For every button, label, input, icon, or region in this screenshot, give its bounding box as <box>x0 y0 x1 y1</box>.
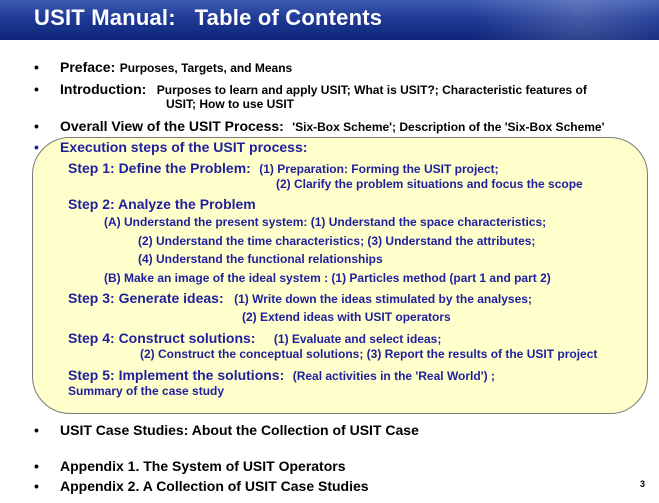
bullet-execution: • <box>34 139 39 155</box>
title-bar-decoration <box>399 0 659 40</box>
step3-line1: (1) Write down the ideas stimulated by the analyses; <box>234 292 532 306</box>
step3-label: Step 3: Generate ideas: <box>68 290 224 306</box>
step2-a3: (4) Understand the functional relationships <box>138 252 383 266</box>
bullet-appendix2: • <box>34 478 39 494</box>
step2-a1: (A) Understand the present system: (1) Understand the space characteristics; <box>104 215 547 229</box>
overall-label: Overall View of the USIT Process: <box>60 118 284 134</box>
page-title: USIT Manual: Table of Contents <box>34 5 383 30</box>
step5-line1: (Real activities in the 'Real World') ; <box>292 369 495 383</box>
item-introduction <box>60 81 587 99</box>
step4-line2: (2) Construct the conceptual solutions; (3) Report the results of the USIT project <box>140 347 598 361</box>
introduction-label: Introduction: <box>60 81 147 97</box>
step2-a2: (2) Understand the time characteristics; (3) Understand the attributes; <box>138 234 536 248</box>
preface-label: Preface: <box>60 59 116 75</box>
step3 <box>68 290 532 308</box>
overall-text: 'Six-Box Scheme'; Description of the 'Six-Box Scheme' <box>292 120 605 134</box>
bullet-introduction: • <box>34 81 39 97</box>
title-bar <box>0 0 659 40</box>
item-appendix2: Appendix 2. A Collection of USIT Case Studies <box>60 478 369 494</box>
introduction-text-1: Purposes to learn and apply USIT; What is USIT?; Characteristic features of <box>156 83 587 97</box>
step1-line2: (2) Clarify the problem situations and focus the scope <box>276 177 583 191</box>
introduction-text-2: USIT; How to use USIT <box>166 97 295 111</box>
step1 <box>68 160 499 178</box>
step2-label: Step 2: Analyze the Problem <box>68 196 256 212</box>
page-number: 3 <box>639 479 645 489</box>
step2-b1: (B) Make an image of the ideal system : (1) Particles method (part 1 and part 2) <box>104 271 551 285</box>
bullet-overall: • <box>34 118 39 134</box>
step5 <box>68 367 495 385</box>
bullet-case-studies: • <box>34 422 39 438</box>
bullet-preface: • <box>34 59 39 75</box>
step4 <box>68 330 441 348</box>
item-appendix1: Appendix 1. The System of USIT Operators <box>60 458 346 474</box>
item-overall <box>60 118 604 136</box>
step1-line1: (1) Preparation: Forming the USIT project; <box>259 162 499 176</box>
preface-text: Purposes, Targets, and Means <box>119 61 293 75</box>
step5-label: Step 5: Implement the solutions: <box>68 367 285 383</box>
step5-line2: Summary of the case study <box>68 384 225 398</box>
step1-label: Step 1: Define the Problem: <box>68 160 251 176</box>
item-case-studies: USIT Case Studies: About the Collection of USIT Case <box>60 422 419 438</box>
step4-line1: (1) Evaluate and select ideas; <box>273 332 442 346</box>
item-preface <box>60 59 292 77</box>
execution-label: Execution steps of the USIT process: <box>60 139 308 155</box>
bullet-appendix1: • <box>34 458 39 474</box>
step3-line2: (2) Extend ideas with USIT operators <box>242 310 451 324</box>
step4-label: Step 4: Construct solutions: <box>68 330 256 346</box>
